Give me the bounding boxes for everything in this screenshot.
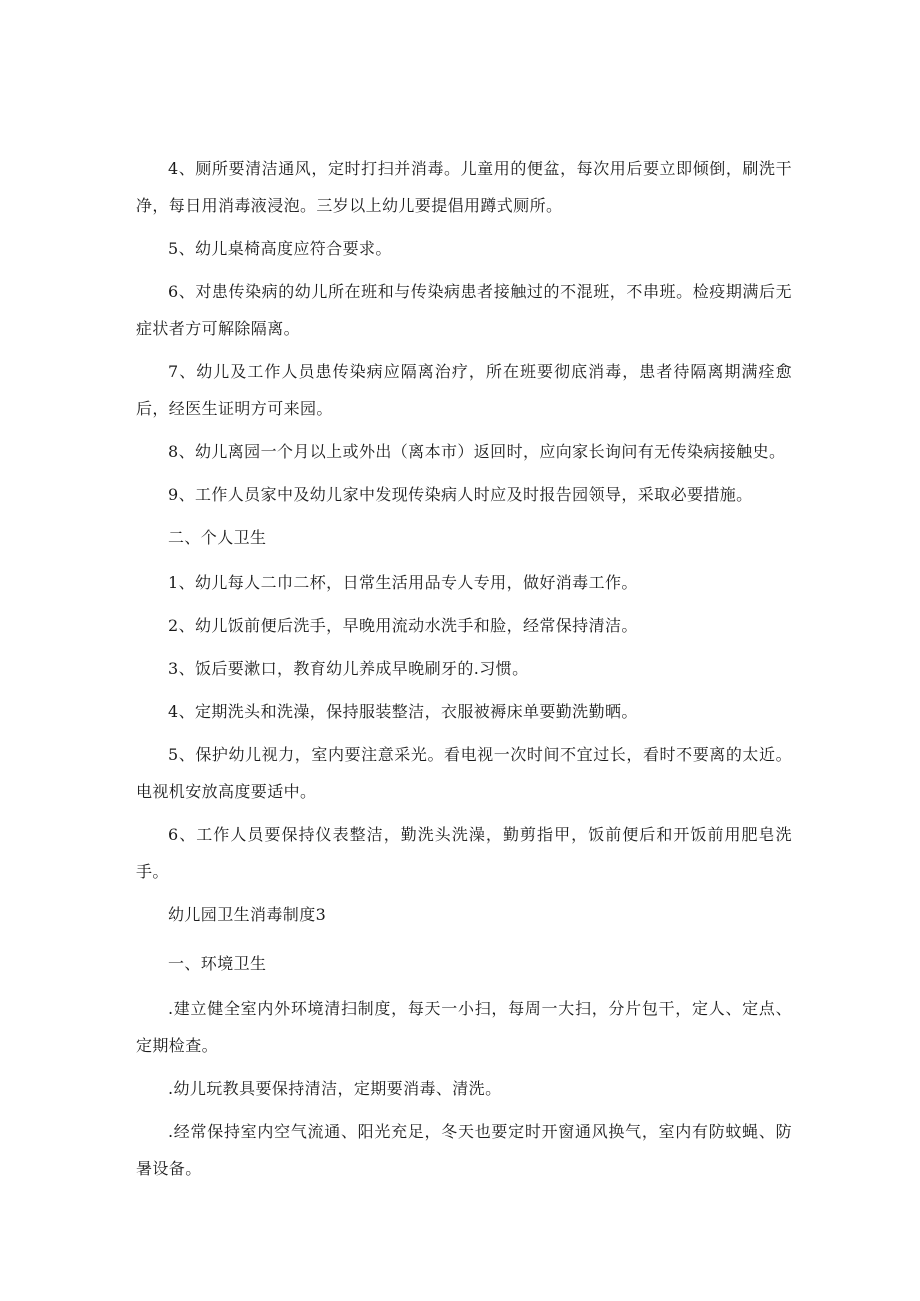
section-heading-personal-hygiene: 二、个人卫生 (168, 528, 267, 547)
paragraph-toys-cleaning: .幼儿玩教具要保持清洁，定期要消毒、清洗。 (168, 1079, 502, 1098)
paragraph-furniture-height: 5、幼儿桌椅高度应符合要求。 (168, 239, 392, 258)
paragraph-return-inquiry: 8、幼儿离园一个月以上或外出（离本市）返回时，应向家长询问有无传染病接触史。 (168, 442, 786, 461)
paragraph-class-isolation: 6、对患传染病的幼儿所在班和与传染病患者接触过的不混班，不串班。检疫期满后无症状者方可解除隔离。 (136, 282, 792, 338)
paragraph-report-disease: 9、工作人员家中及幼儿家中发现传染病人时应及时报告园领导，采取必要措施。 (168, 485, 753, 504)
document-body (136, 150, 792, 1193)
paragraph-illness-treatment: 7、幼儿及工作人员患传染病应隔离治疗，所在班要彻底消毒，患者待隔离期满痊愈后，经医生证明方可来园。 (136, 362, 792, 418)
paragraph-hand-washing: 2、幼儿饭前便后洗手，早晚用流动水洗手和脸，经常保持清洁。 (168, 616, 638, 635)
document-section-title: 幼儿园卫生消毒制度3 (168, 905, 327, 924)
paragraph-eyesight: 5、保护幼儿视力，室内要注意采光。看电视一次时间不宜过长，看时不要离的太近。电视机安放高度要适中。 (136, 745, 792, 801)
paragraph-toilet-hygiene: 4、厕所要清洁通风，定时打扫并消毒。儿童用的便盆，每次用后要立即倾倒，刷洗干净，每日用消毒液浸泡。三岁以上幼儿要提倡用蹲式厕所。 (136, 159, 792, 215)
paragraph-staff-appearance: 6、工作人员要保持仪表整洁，勤洗头洗澡，勤剪指甲，饭前便后和开饭前用肥皂洗手。 (136, 825, 792, 881)
paragraph-ventilation: .经常保持室内空气流通、阳光充足，冬天也要定时开窗通风换气，室内有防蚊蝇、防暑设备。 (136, 1122, 792, 1178)
paragraph-bathing-clothes: 4、定期洗头和洗澡，保持服装整洁，衣服被褥床单要勤洗勤晒。 (168, 702, 638, 721)
paragraph-mouth-rinse: 3、饭后要漱口，教育幼儿养成早晚刷牙的.习惯。 (168, 659, 529, 678)
paragraph-towels-cups: 1、幼儿每人二巾二杯，日常生活用品专人专用，做好消毒工作。 (168, 573, 638, 592)
section-heading-environment: 一、环境卫生 (168, 954, 267, 973)
paragraph-cleaning-system: .建立健全室内外环境清扫制度，每天一小扫，每周一大扫，分片包干，定人、定点、定期检查。 (136, 999, 792, 1055)
